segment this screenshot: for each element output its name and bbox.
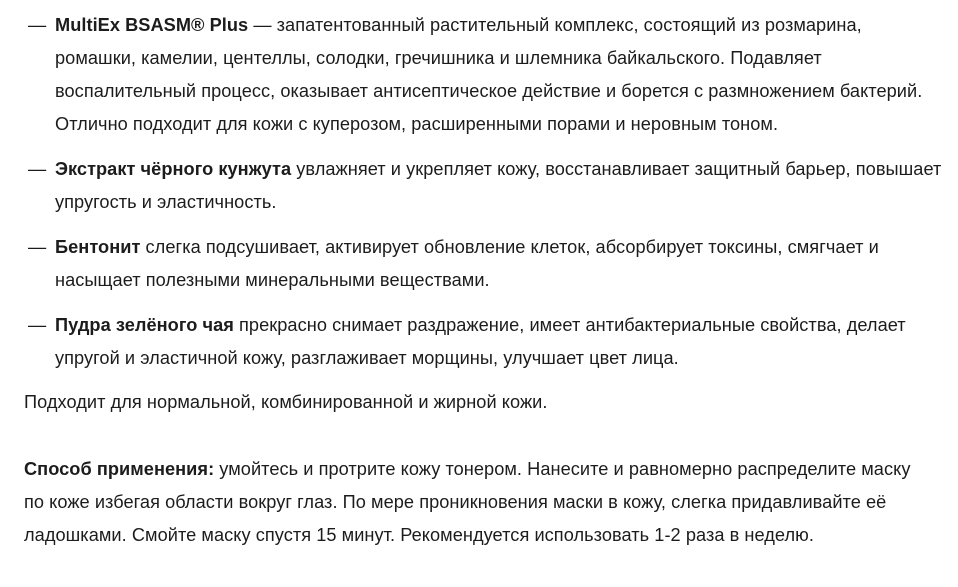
ingredient-item: [24, 9, 944, 141]
ingredient-text: — запатентованный растительный комплекс, состоящий из розмарина, ромашки, камелии, центеллы, солодки, гречишника и шлемника байкальского. Подавляет воспалительный процесс, оказывает антисептическое действие и борется с размножением бактерий. Отлично подходит для кожи с куперозом, расширенными порами и неровным тоном.: [55, 15, 923, 134]
ingredient-text: слегка подсушивает, активирует обновление клеток, абсорбирует токсины, смягчает и насыщает полезными минеральными веществами.: [55, 237, 879, 290]
dash-bullet: —: [28, 315, 47, 335]
ingredient-item: [24, 153, 944, 219]
ingredient-name: MultiEx BSASM® Plus: [55, 15, 249, 35]
ingredient-name: Экстракт чёрного кунжута: [55, 159, 292, 179]
ingredient-text: прекрасно снимает раздражение, имеет антибактериальные свойства, делает упругой и эластичной кожу, разглаживает морщины, улучшает цвет лица.: [55, 315, 906, 368]
skin-types-paragraph: Подходит для нормальной, комбинированной и жирной кожи.: [24, 392, 548, 412]
dash-bullet: —: [28, 237, 47, 257]
ingredient-name: Пудра зелёного чая: [55, 315, 234, 335]
usage-text: умойтесь и протрите кожу тонером. Нанесите и равномерно распределите маску по коже избегая области вокруг глаз. По мере проникновения маски в кожу, слегка придавливайте её ладошками. Смойте маску спустя 15 минут. Рекомендуется использовать 1-2 раза в неделю.: [24, 459, 911, 545]
ingredient-name: Бентонит: [55, 237, 141, 257]
ingredients-list: [24, 9, 944, 375]
dash-bullet: —: [28, 15, 47, 35]
usage-label: Способ применения:: [24, 459, 215, 479]
ingredient-item: [24, 231, 944, 297]
usage-paragraph: [24, 453, 944, 552]
ingredient-item: [24, 309, 944, 375]
dash-bullet: —: [28, 159, 47, 179]
ingredient-text: увлажняет и укрепляет кожу, восстанавливает защитный барьер, повышает упругость и эластичность.: [55, 159, 942, 212]
